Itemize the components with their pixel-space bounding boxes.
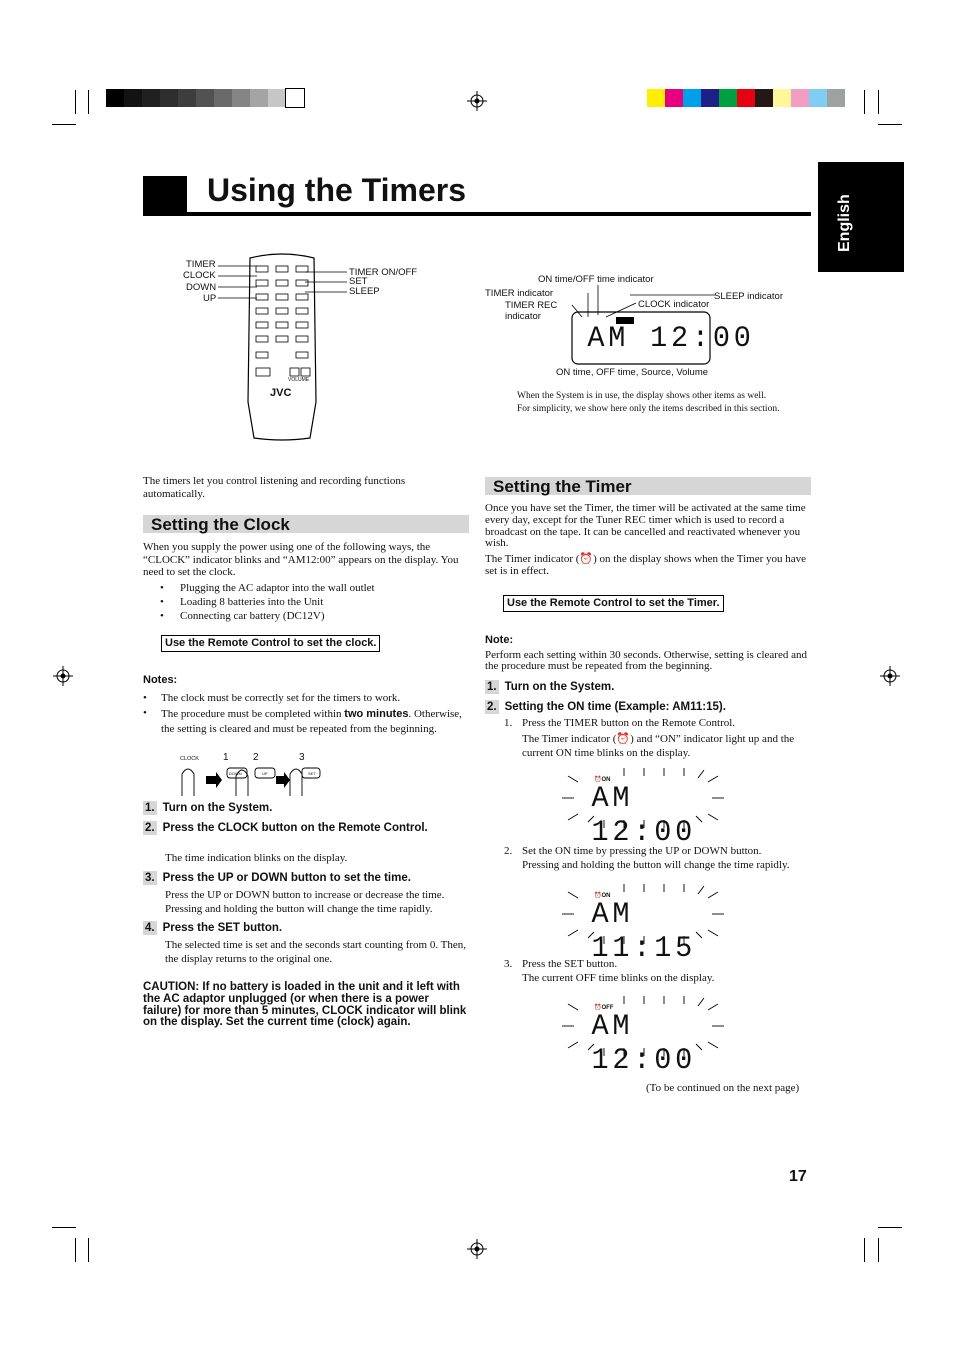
step-text: Setting the ON time (Example: AM11:15). bbox=[504, 701, 726, 713]
remote-leader-lines bbox=[215, 262, 355, 302]
page-number: 17 bbox=[789, 1168, 807, 1185]
clock-step-2-body: The time indication blinks on the display. bbox=[165, 852, 348, 864]
clock-step-2 bbox=[143, 821, 443, 835]
label-timer-rec: TIMER REC bbox=[505, 300, 558, 311]
clock-step-4-body: The selected time is set and the seconds start counting from 0. Then, the display returns to the original one. bbox=[165, 939, 466, 965]
note-2 bbox=[161, 707, 466, 737]
step-text: Turn on the System. bbox=[504, 681, 615, 693]
fig-label-down: DOWN bbox=[229, 771, 242, 776]
fig-num-3: 3 bbox=[299, 752, 305, 763]
color-swatch bbox=[737, 89, 755, 107]
color-swatch bbox=[665, 89, 683, 107]
remote-label-set: SET bbox=[349, 276, 368, 287]
step-text: Press the CLOCK button on the Remote Control. bbox=[162, 822, 428, 834]
remote-label-sleep: SLEEP bbox=[349, 286, 380, 297]
lcd-indicator: ⏰ON bbox=[594, 777, 611, 783]
step-number: 3. bbox=[145, 872, 155, 884]
remote-label-up: UP bbox=[203, 293, 217, 304]
substep-2-line-1: Set the ON time by pressing the UP or DOWN button. bbox=[522, 845, 762, 857]
display-note-2: For simplicity, we show here only the items described in this section. bbox=[517, 404, 780, 414]
note-2-b: two minutes bbox=[344, 708, 409, 720]
color-swatch bbox=[719, 89, 737, 107]
color-swatch bbox=[827, 89, 845, 107]
step-text: Turn on the System. bbox=[162, 802, 273, 814]
color-swatch bbox=[809, 89, 827, 107]
color-swatch bbox=[106, 89, 124, 107]
substep-number: 3. bbox=[504, 958, 513, 970]
label-on-time: ON time/OFF time indicator bbox=[538, 274, 654, 285]
intro-text: The timers let you control listening and recording functions automatically. bbox=[143, 475, 406, 500]
color-swatch bbox=[160, 89, 178, 107]
timer-para-1: Once you have set the Timer, the timer will be activated at the same time every day, except for the Tuner REC timer which is used to record a broadcast on the tape. It can be cancelled and reactivated whenever you wish. bbox=[485, 502, 806, 550]
substep-number: 1. bbox=[504, 717, 513, 729]
blinking-lcd-3 bbox=[558, 992, 728, 1078]
note-2-c: . Otherwise, the setting is cleared and must be repeated from the beginning. bbox=[161, 708, 462, 735]
timer-heading: Setting the Timer bbox=[485, 477, 811, 495]
clock-step-3-body: Press the UP or DOWN button to increase or decrease the time. Pressing and holding the button will change the time rapidly. bbox=[165, 889, 445, 915]
fig-label-clock: CLOCK bbox=[180, 756, 199, 762]
color-swatch bbox=[701, 89, 719, 107]
blinking-lcd-1 bbox=[558, 764, 728, 850]
label-clock-indicator: CLOCK indicator bbox=[638, 299, 710, 310]
list-item: Plugging the AC adaptor into the wall outlet bbox=[180, 582, 375, 594]
title-rule bbox=[143, 212, 811, 216]
note-2-a: The procedure must be completed within bbox=[161, 708, 345, 720]
list-item: • bbox=[160, 582, 164, 594]
color-swatch bbox=[250, 89, 268, 107]
label-bottom: ON time, OFF time, Source, Volume bbox=[556, 367, 709, 378]
lcd-text: AM 12:00 bbox=[587, 322, 755, 356]
step-number: 2. bbox=[145, 822, 155, 834]
lcd-text: AM 12:00 bbox=[591, 1010, 697, 1078]
color-swatch bbox=[232, 89, 250, 107]
continued-note: (To be continued on the next page) bbox=[646, 1082, 800, 1094]
step-number: 2. bbox=[487, 701, 497, 713]
timer-step-2 bbox=[485, 700, 726, 714]
note-1: The clock must be correctly set for the timers to work. bbox=[161, 692, 401, 704]
list-item: Loading 8 batteries into the Unit bbox=[180, 596, 324, 608]
display-note-1: When the System is in use, the display shows other items as well. bbox=[517, 391, 767, 401]
lcd-text: AM 12:00 bbox=[591, 782, 697, 850]
step-number: 4. bbox=[145, 922, 155, 934]
clock-step-4 bbox=[143, 921, 282, 935]
clock-remote-box: Use the Remote Control to set the clock. bbox=[161, 635, 380, 652]
step-number: 1. bbox=[145, 802, 155, 814]
notes-heading: Notes: bbox=[143, 674, 178, 686]
color-swatch bbox=[142, 89, 160, 107]
step-text: Press the SET button. bbox=[162, 922, 283, 934]
substep-3-line-2: The current OFF time blinks on the display. bbox=[522, 972, 715, 984]
substep-3-line-1: Press the SET button. bbox=[522, 958, 618, 970]
label-sleep-indicator: SLEEP indicator bbox=[714, 291, 784, 302]
substep-1-line-2: The Timer indicator (⏰) and “ON” indicator light up and the current ON time blinks on the display. bbox=[522, 733, 795, 759]
registration-mark-right-icon bbox=[880, 666, 900, 686]
timer-note-heading: Note: bbox=[485, 634, 514, 646]
lcd-indicator-text: ON bbox=[601, 777, 611, 783]
fig-label-set: SET bbox=[308, 771, 316, 776]
color-swatch bbox=[791, 89, 809, 107]
note-bullet: • bbox=[143, 707, 147, 719]
registration-mark-bottom-icon bbox=[467, 1239, 487, 1259]
button-sequence-icon bbox=[176, 762, 326, 798]
timer-note: Perform each setting within 30 seconds. Otherwise, setting is cleared and the procedure must be repeated from the beginning. bbox=[485, 649, 807, 672]
lcd-indicator: ⏰ON bbox=[594, 893, 611, 899]
color-swatch bbox=[124, 89, 142, 107]
clock-heading: Setting the Clock bbox=[143, 515, 469, 533]
step-number: 1. bbox=[487, 681, 497, 693]
remote-label-timer-onoff: TIMER ON/OFF bbox=[349, 267, 418, 278]
lcd-indicator-text: OFF bbox=[601, 1005, 614, 1011]
timer-step-1 bbox=[485, 680, 614, 694]
color-swatch bbox=[773, 89, 791, 107]
remote-brand: JVC bbox=[270, 387, 292, 399]
timer-remote-box: Use the Remote Control to set the Timer. bbox=[503, 595, 724, 612]
language-tab bbox=[818, 162, 904, 272]
step-text: Press the UP or DOWN button to set the time. bbox=[162, 872, 411, 884]
substep-number: 2. bbox=[504, 845, 513, 857]
title-block bbox=[143, 176, 187, 216]
language-tab-label: English bbox=[836, 194, 853, 252]
color-swatch bbox=[286, 89, 304, 107]
page-title: Using the Timers bbox=[207, 172, 467, 208]
lcd-indicator: ⏰OFF bbox=[594, 1005, 614, 1011]
color-swatch bbox=[268, 89, 286, 107]
list-item: Connecting car battery (DC12V) bbox=[180, 610, 325, 622]
remote-label-down: DOWN bbox=[186, 282, 217, 293]
blinking-lcd-2 bbox=[558, 880, 728, 966]
remote-volume-label: VOLUME bbox=[288, 377, 310, 383]
note-bullet: • bbox=[143, 692, 147, 704]
substep-1-line-1: Press the TIMER button on the Remote Control. bbox=[522, 717, 736, 729]
label-timer-indicator: TIMER indicator bbox=[485, 288, 554, 299]
fig-label-up: UP bbox=[262, 771, 268, 776]
color-swatch bbox=[214, 89, 232, 107]
caution-text: CAUTION: If no battery is loaded in the unit and it left with the AC adaptor unplugged (or when there is a power failure) for more than 5 minutes, CLOCK indicator will blink on the display. Set the current time (clock) again. bbox=[143, 981, 467, 1029]
color-swatch bbox=[647, 89, 665, 107]
registration-mark-left-icon bbox=[53, 666, 73, 686]
fig-num-2: 2 bbox=[253, 752, 259, 763]
clock-step-3 bbox=[143, 871, 411, 885]
lcd-indicator-text: ON bbox=[601, 893, 611, 899]
clock-step-1 bbox=[143, 801, 272, 815]
label-timer-rec-2: indicator bbox=[505, 311, 541, 322]
list-item: • bbox=[160, 596, 164, 608]
remote-label-clock: CLOCK bbox=[183, 270, 216, 281]
remote-label-timer: TIMER bbox=[186, 259, 216, 270]
timer-para-2: The Timer indicator (⏰) on the display shows when the Timer you have set is in effect. bbox=[485, 553, 807, 577]
substep-2-line-2: Pressing and holding the button will change the time rapidly. bbox=[522, 859, 790, 871]
fig-num-1: 1 bbox=[223, 752, 229, 763]
color-swatch bbox=[755, 89, 773, 107]
registration-mark-top-icon bbox=[467, 91, 487, 111]
list-item: • bbox=[160, 610, 164, 622]
color-swatch bbox=[683, 89, 701, 107]
lcd-text: AM 11:15 bbox=[591, 898, 697, 966]
color-swatch bbox=[178, 89, 196, 107]
clock-para: When you supply the power using one of the following ways, the “CLOCK” indicator blinks and “AM12:00” appears on the display. You need to set the clock. bbox=[143, 541, 459, 578]
color-swatch bbox=[196, 89, 214, 107]
